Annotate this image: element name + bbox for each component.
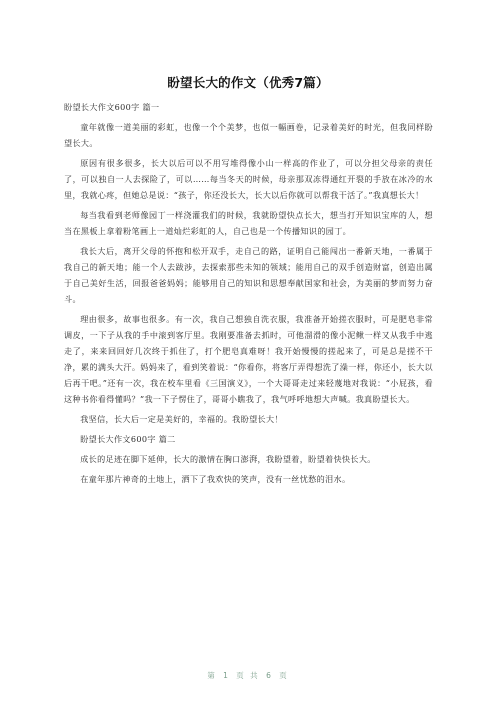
paragraph: 理由很多，故事也很多。有一次，我自己想独自洗衣服，我准备开始搓衣服时，可是肥皂非常调皮，一下子从我的手中滚到客厅里。我刚要准备去抓时，可他溜滑的像小泥鳅一样又从我手中逃走了，来来回回好几次终于抓住了，打个肥皂真难呀！我开始慢慢的搓起来了，可是总是搓不干净，累的满头大汗。妈妈来了，看到笑着说：“你看你，将客厅弄得想洗了澡一样，你还小，长大以后再干吧。”还有一次，我在校车里看《三国演义》，一个大哥哥走过来轻蔑地对我说：“小屁孩，看这种书你看得懂吗？”我一下子愣住了，哥哥小瞧我了，我气呼呼地想大声喊。我真盼望长大。	[64, 314, 433, 404]
footer-page-number: 1	[223, 671, 230, 680]
footer-suffix: 页	[279, 671, 289, 680]
paragraph: 在童年那片神奇的土地上，洒下了我欢快的笑声，没有一丝忧愁的泪水。	[80, 474, 351, 484]
section-heading: 盼望长大作文600字 篇二	[80, 434, 176, 444]
paragraph: 我长大后，离开父母的怀抱和松开双手，走自己的路，证明自己能闯出一番新天地，一番属于我自己的新天地；能一个人去跋涉，去探索那些未知的领域；能用自己的双手创造财富，创造出属于自己美好生活，回报爸爸妈妈；能够用自己的知识和思想奉献国家和社会，为美丽的梦而努力奋斗。	[64, 246, 433, 304]
document-title: 盼望长大的作文（优秀7篇）	[167, 75, 329, 90]
paragraph: 原因有很多很多，长大以后可以不用写堆得像小山一样高的作业了，可以分担父母亲的责任了，可以独自一人去探险了，可以……每当冬天的时候，母亲那双冻得通红开裂的手放在冰冷的水里，我就心疼，但她总是说：“孩子，你还没长大，长大以后你就可以帮我干活了。”我真想长大！	[64, 158, 433, 200]
footer-middle: 页 共	[236, 671, 260, 680]
page-footer	[0, 670, 496, 681]
footer-total-pages: 6	[266, 671, 273, 680]
paragraph: 成长的足迹在脚下延伸，长大的激情在胸口澎湃，我盼望着，盼望着快快长大。	[80, 454, 376, 464]
paragraph: 我坚信，长大后一定是美好的，幸福的。我盼望长大！	[80, 414, 283, 424]
document-body	[64, 99, 433, 491]
paragraph: 童年就像一道美丽的彩虹，也像一个个美梦，也似一幅画卷，记录着美好的时光，但我同样盼望长大。	[64, 122, 433, 148]
section-heading: 盼望长大作文600字 篇一	[64, 102, 160, 112]
paragraph: 每当我看到老师像园丁一样浇灌我们的时候，我就盼望快点长大，想当打开知识宝库的人，想当在黑板上拿着粉笔画上一道灿烂彩虹的人，自己也是一个传播知识的园丁。	[64, 210, 433, 236]
footer-prefix: 第	[207, 671, 217, 680]
